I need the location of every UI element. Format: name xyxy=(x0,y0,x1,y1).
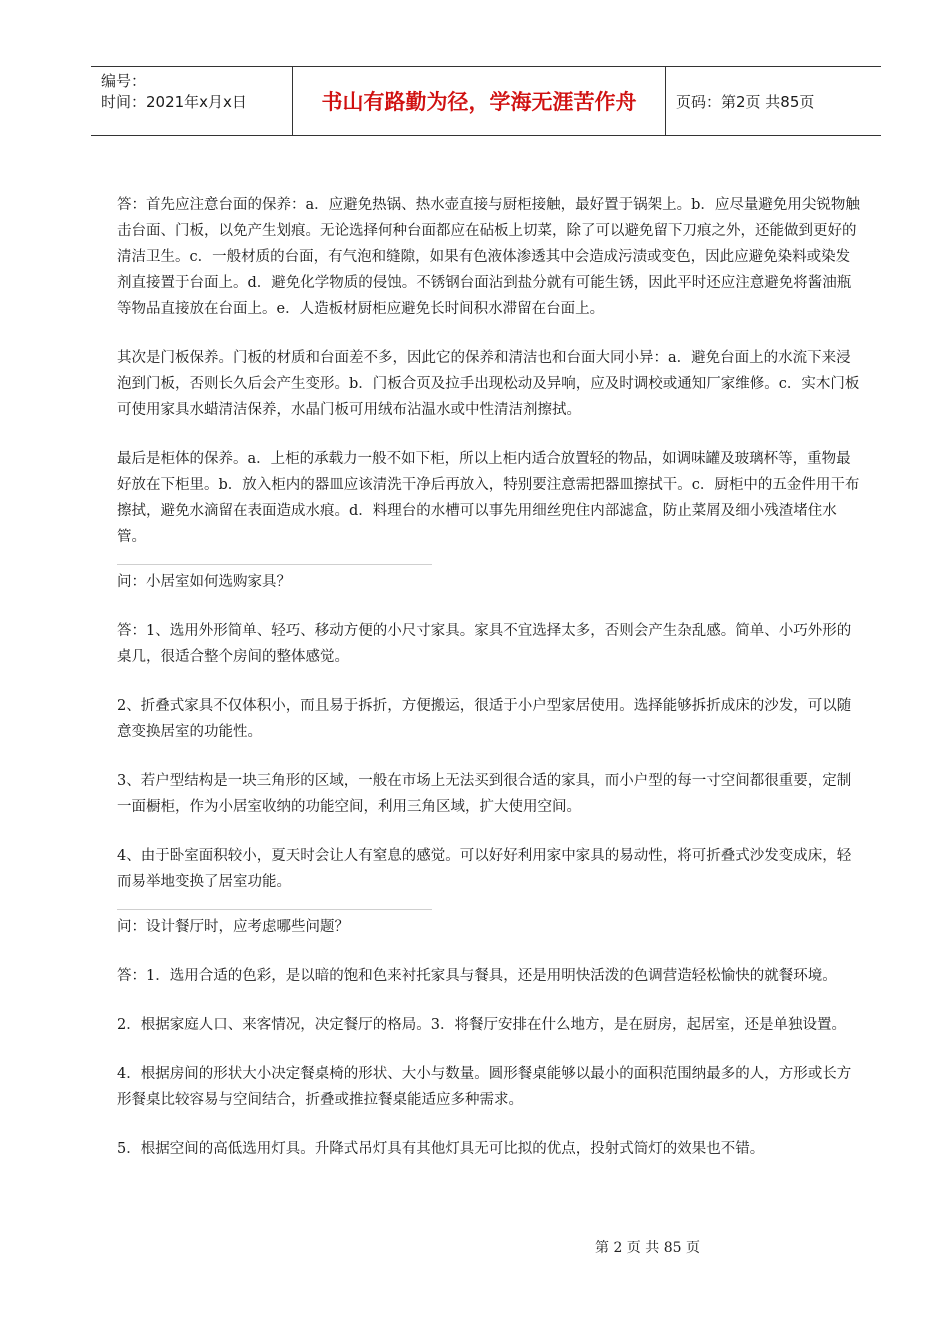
answer-dining-4: 5．根据空间的高低选用灯具。升降式吊灯具有其他灯具无可比拟的优点，投射式筒灯的效果也不错。 xyxy=(117,1141,765,1157)
answer-small-room-2: 2、折叠式家具不仅体积小，而且易于拆折，方便搬运，很适于小户型家居使用。选择能够拆折成床的沙发，可以随意变换居室的功能性。 xyxy=(117,698,852,740)
page-header xyxy=(91,66,881,136)
document-body xyxy=(117,192,862,1162)
document-time: 时间：2021年x月x日 xyxy=(101,93,247,111)
header-page-info: 页码：第2页 共85页 xyxy=(676,92,815,111)
section-divider xyxy=(117,564,432,565)
answer-small-room-1: 答：1、选用外形简单、轻巧、移动方便的小尺寸家具。家具不宜选择太多，否则会产生杂乱感。简单、小巧外形的桌几，很适合整个房间的整体感觉。 xyxy=(117,623,852,665)
paragraph-cabinet-care: 最后是柜体的保养。a．上柜的承载力一般不如下柜，所以上柜内适合放置轻的物品，如调味罐及玻璃杯等，重物最好放在下柜里。b．放入柜内的器皿应该清洗干净后再放入，特别要注意需把器皿擦拭干。c．厨柜中的五金件用干布擦拭，避免水滴留在表面造成水痕。d．料理台的水槽可以事先用细丝兜住内部滤盒，防止菜屑及细小残渣堵住水管。 xyxy=(117,451,860,545)
paragraph-door-care: 其次是门板保养。门板的材质和台面差不多，因此它的保养和清洁也和台面大同小异：a．避免台面上的水流下来浸泡到门板，否则长久后会产生变形。b．门板合页及拉手出现松动及异响，应及时调校或通知厂家维修。c．实木门板可使用家具水蜡清洁保养，水晶门板可用绒布沾温水或中性清洁剂擦拭。 xyxy=(117,350,860,418)
header-meta xyxy=(91,67,293,135)
answer-dining-1: 答：1．选用合适的色彩，是以暗的饱和色来衬托家具与餐具，还是用明快活泼的色调营造轻松愉快的就餐环境。 xyxy=(117,968,837,984)
page-footer: 第 2 页 共 85 页 xyxy=(595,1240,700,1256)
question-dining-room-design: 问：设计餐厅时，应考虑哪些问题？ xyxy=(117,919,349,935)
answer-small-room-3: 3、若户型结构是一块三角形的区域，一般在市场上无法买到很合适的家具，而小户型的每一寸空间都很重要，定制一面橱柜，作为小居室收纳的功能空间，利用三角区域，扩大使用空间。 xyxy=(117,773,852,815)
answer-dining-3: 4．根据房间的形状大小决定餐桌椅的形状、大小与数量。圆形餐桌能够以最小的面积范围纳最多的人，方形或长方形餐桌比较容易与空间结合，折叠或推拉餐桌能适应多种需求。 xyxy=(117,1066,852,1108)
document-number-label: 编号： xyxy=(101,72,147,90)
paragraph-countertop-care: 答：首先应注意台面的保养：a．应避免热锅、热水壶直接与厨柜接触，最好置于锅架上。b．应尽量避免用尖锐物触击台面、门板，以免产生划痕。无论选择何种台面都应在砧板上切菜，除了可以避免留下刀痕之外，还能做到更好的清洁卫生。c．一般材质的台面，有气泡和缝隙，如果有色液体渗透其中会造成污渍或变色，因此应避免染料或染发剂直接置于台面上。d．避免化学物质的侵蚀。不锈钢台面沾到盐分就有可能生锈，因此平时还应注意避免将酱油瓶等物品直接放在台面上。e．人造板材厨柜应避免长时间积水滞留在台面上。 xyxy=(117,197,860,317)
answer-dining-2: 2．根据家庭人口、来客情况，决定餐厅的格局。3．将餐厅安排在什么地方，是在厨房，起居室，还是单独设置。 xyxy=(117,1017,846,1033)
header-motto: 书山有路勤为径，学海无涯苦作舟 xyxy=(293,67,666,135)
answer-small-room-4: 4、由于卧室面积较小，夏天时会让人有窒息的感觉。可以好好利用家中家具的易动性，将可折叠式沙发变成床，轻而易举地变换了居室功能。 xyxy=(117,848,852,890)
section-divider xyxy=(117,909,432,910)
question-small-room-furniture: 问：小居室如何选购家具？ xyxy=(117,574,291,590)
